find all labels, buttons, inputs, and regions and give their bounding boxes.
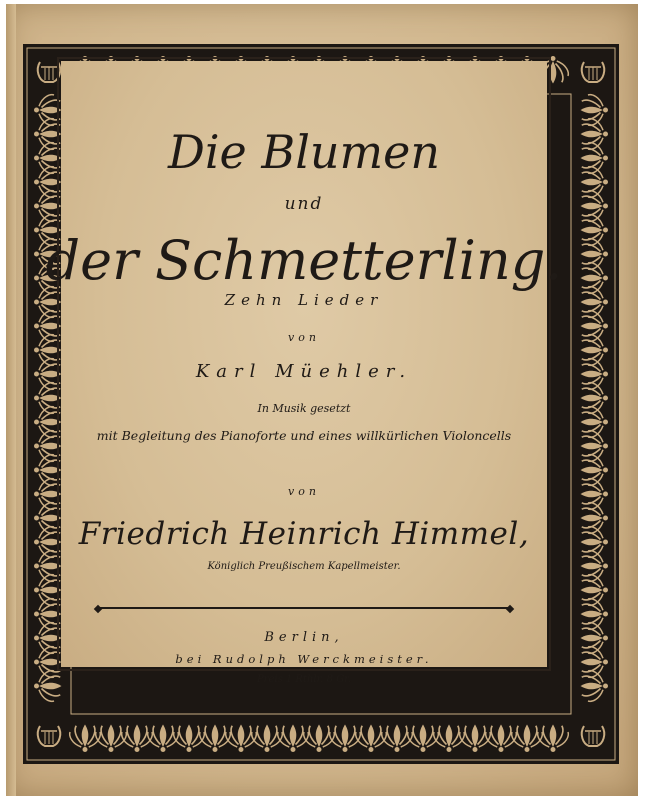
setting-line: In Musik gesetzt [257, 402, 351, 415]
title-page [6, 4, 638, 796]
composer-title: Königlich Preußischem Kapellmeister. [207, 561, 401, 572]
accompaniment-line: mit Begleitung des Pianoforte und eines willkürlichen Violoncells [96, 428, 512, 443]
title-line-2: der Schmetterling. [45, 229, 563, 292]
by-line-2: von [288, 485, 320, 498]
title-panel [45, 61, 563, 685]
title-line-1: Die Blumen [167, 125, 441, 179]
composer-name: Friedrich Heinrich Himmel, [78, 516, 530, 552]
by-line-1: von [288, 331, 320, 344]
publication-place: Berlin, [264, 630, 344, 645]
poet-name: Karl Müehler. [195, 361, 413, 382]
divider-rule [99, 607, 509, 609]
subtitle: Zehn Lieder [224, 291, 384, 309]
publisher-line: bei Rudolph Werckmeister. [175, 652, 433, 666]
title-connector: und [284, 194, 324, 214]
price-line: Preis 1 Rthlr. 8 Gr. [256, 674, 352, 685]
binding-edge [6, 4, 16, 796]
